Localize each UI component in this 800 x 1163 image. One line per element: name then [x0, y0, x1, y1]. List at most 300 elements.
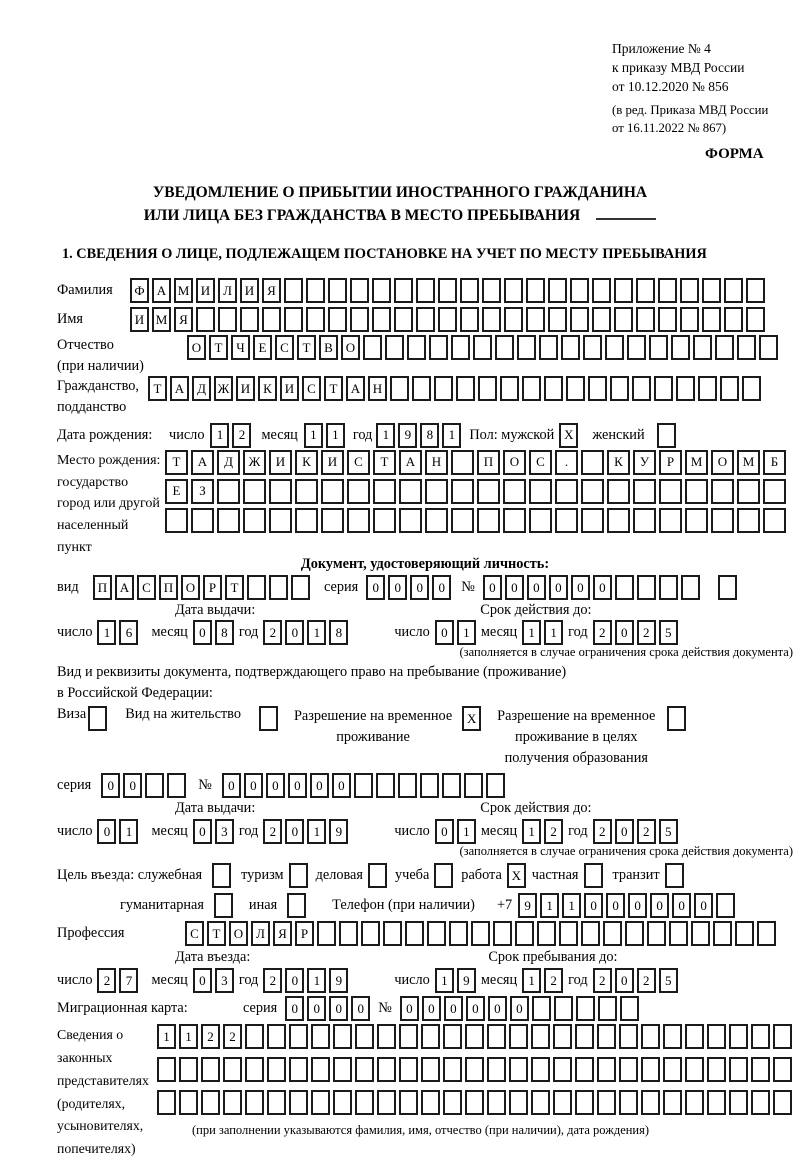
form-cell[interactable]: 2	[637, 968, 656, 993]
form-cell[interactable]	[145, 773, 164, 798]
form-cell[interactable]	[685, 1057, 704, 1082]
tourism-checkbox[interactable]	[289, 863, 308, 888]
form-cell[interactable]: 5	[659, 819, 678, 844]
form-cell[interactable]: Т	[373, 450, 396, 475]
form-cell[interactable]: 0	[244, 773, 263, 798]
form-cell[interactable]	[456, 376, 475, 401]
form-cell[interactable]: 0	[628, 893, 647, 918]
form-cell[interactable]	[377, 1057, 396, 1082]
form-cell[interactable]	[588, 376, 607, 401]
form-cell[interactable]	[407, 335, 426, 360]
form-cell[interactable]	[399, 479, 422, 504]
form-cell[interactable]: 2	[263, 819, 282, 844]
form-cell[interactable]	[607, 479, 630, 504]
form-cell[interactable]	[473, 335, 492, 360]
form-cell[interactable]	[531, 1057, 550, 1082]
form-cell[interactable]: 2	[263, 620, 282, 645]
form-cell[interactable]	[442, 773, 461, 798]
form-cell[interactable]	[746, 278, 765, 303]
form-cell[interactable]: 1	[304, 423, 323, 448]
form-cell[interactable]	[637, 575, 656, 600]
form-cell[interactable]	[735, 921, 754, 946]
form-cell[interactable]	[592, 307, 611, 332]
form-cell[interactable]: 0	[444, 996, 463, 1021]
form-cell[interactable]	[201, 1090, 220, 1115]
form-cell[interactable]: К	[607, 450, 630, 475]
form-cell[interactable]: 0	[527, 575, 546, 600]
form-cell[interactable]	[427, 921, 446, 946]
form-cell[interactable]: З	[191, 479, 214, 504]
form-cell[interactable]	[321, 508, 344, 533]
form-cell[interactable]	[581, 450, 604, 475]
form-cell[interactable]	[647, 921, 666, 946]
form-cell[interactable]	[245, 1090, 264, 1115]
form-cell[interactable]	[553, 1057, 572, 1082]
form-cell[interactable]	[659, 575, 678, 600]
form-cell[interactable]	[399, 1057, 418, 1082]
form-cell[interactable]: Е	[165, 479, 188, 504]
form-cell[interactable]: 0	[329, 996, 348, 1021]
form-cell[interactable]	[532, 996, 551, 1021]
humanitarian-checkbox[interactable]	[214, 893, 233, 918]
form-cell[interactable]	[658, 307, 677, 332]
form-cell[interactable]: 0	[435, 620, 454, 645]
form-cell[interactable]: О	[187, 335, 206, 360]
form-cell[interactable]: 0	[388, 575, 407, 600]
form-cell[interactable]	[339, 921, 358, 946]
form-cell[interactable]	[553, 1090, 572, 1115]
form-cell[interactable]	[737, 335, 756, 360]
form-cell[interactable]	[245, 1057, 264, 1082]
form-cell[interactable]	[615, 575, 634, 600]
form-cell[interactable]	[724, 278, 743, 303]
form-cell[interactable]	[482, 307, 501, 332]
form-cell[interactable]: О	[503, 450, 526, 475]
form-cell[interactable]: Л	[218, 278, 237, 303]
form-cell[interactable]: С	[302, 376, 321, 401]
form-cell[interactable]	[425, 479, 448, 504]
form-cell[interactable]	[373, 508, 396, 533]
form-cell[interactable]	[597, 1090, 616, 1115]
form-cell[interactable]: К	[295, 450, 318, 475]
form-cell[interactable]	[240, 307, 259, 332]
form-cell[interactable]	[394, 278, 413, 303]
form-cell[interactable]	[269, 575, 288, 600]
form-cell[interactable]	[372, 307, 391, 332]
form-cell[interactable]	[515, 921, 534, 946]
study-checkbox[interactable]	[434, 863, 453, 888]
form-cell[interactable]	[707, 1024, 726, 1049]
form-cell[interactable]	[610, 376, 629, 401]
form-cell[interactable]	[317, 921, 336, 946]
form-cell[interactable]: А	[115, 575, 134, 600]
form-cell[interactable]: И	[196, 278, 215, 303]
form-cell[interactable]: 1	[522, 968, 541, 993]
form-cell[interactable]: 0	[410, 575, 429, 600]
form-cell[interactable]	[581, 479, 604, 504]
form-cell[interactable]	[311, 1024, 330, 1049]
form-cell[interactable]	[465, 1057, 484, 1082]
form-cell[interactable]: Е	[253, 335, 272, 360]
form-cell[interactable]: 0	[351, 996, 370, 1021]
form-cell[interactable]	[509, 1090, 528, 1115]
form-cell[interactable]: 3	[215, 968, 234, 993]
form-cell[interactable]: 0	[650, 893, 669, 918]
form-cell[interactable]: 1	[442, 423, 461, 448]
form-cell[interactable]	[503, 479, 526, 504]
form-cell[interactable]: 2	[637, 819, 656, 844]
form-cell[interactable]: 0	[400, 996, 419, 1021]
form-cell[interactable]: 1	[562, 893, 581, 918]
form-cell[interactable]: 1	[457, 620, 476, 645]
form-cell[interactable]	[669, 921, 688, 946]
form-cell[interactable]	[504, 307, 523, 332]
form-cell[interactable]	[291, 575, 310, 600]
form-cell[interactable]: 1	[522, 620, 541, 645]
form-cell[interactable]	[529, 508, 552, 533]
form-cell[interactable]: 0	[193, 620, 212, 645]
form-cell[interactable]: 0	[505, 575, 524, 600]
form-cell[interactable]	[620, 996, 639, 1021]
form-cell[interactable]	[421, 1024, 440, 1049]
form-cell[interactable]: 5	[659, 968, 678, 993]
form-cell[interactable]: 2	[232, 423, 251, 448]
business-checkbox[interactable]	[368, 863, 387, 888]
form-cell[interactable]	[751, 1057, 770, 1082]
form-cell[interactable]	[377, 1090, 396, 1115]
form-cell[interactable]	[548, 307, 567, 332]
form-cell[interactable]: Ж	[214, 376, 233, 401]
form-cell[interactable]: О	[181, 575, 200, 600]
form-cell[interactable]	[729, 1024, 748, 1049]
temp-permit-checkbox[interactable]: X	[462, 706, 481, 731]
form-cell[interactable]	[416, 307, 435, 332]
form-cell[interactable]	[217, 479, 240, 504]
form-cell[interactable]: 1	[157, 1024, 176, 1049]
form-cell[interactable]	[649, 335, 668, 360]
form-cell[interactable]: 9	[329, 968, 348, 993]
form-cell[interactable]	[509, 1024, 528, 1049]
form-cell[interactable]: Н	[368, 376, 387, 401]
form-cell[interactable]	[555, 508, 578, 533]
form-cell[interactable]	[464, 773, 483, 798]
form-cell[interactable]	[333, 1090, 352, 1115]
form-cell[interactable]: 0	[435, 819, 454, 844]
form-cell[interactable]: 0	[285, 620, 304, 645]
form-cell[interactable]: 1	[457, 819, 476, 844]
form-cell[interactable]	[443, 1090, 462, 1115]
form-cell[interactable]	[390, 376, 409, 401]
form-cell[interactable]	[693, 335, 712, 360]
form-cell[interactable]	[641, 1024, 660, 1049]
other-checkbox[interactable]	[287, 893, 306, 918]
form-cell[interactable]: С	[347, 450, 370, 475]
form-cell[interactable]	[350, 278, 369, 303]
form-cell[interactable]	[477, 508, 500, 533]
form-cell[interactable]: 1	[307, 620, 326, 645]
form-cell[interactable]	[751, 1090, 770, 1115]
official-checkbox[interactable]	[212, 863, 231, 888]
form-cell[interactable]: 0	[432, 575, 451, 600]
form-cell[interactable]	[504, 278, 523, 303]
form-cell[interactable]	[443, 1024, 462, 1049]
form-cell[interactable]	[399, 1024, 418, 1049]
form-cell[interactable]	[680, 278, 699, 303]
form-cell[interactable]: И	[130, 307, 149, 332]
form-cell[interactable]	[619, 1057, 638, 1082]
form-cell[interactable]	[746, 307, 765, 332]
form-cell[interactable]: И	[321, 450, 344, 475]
form-cell[interactable]: 0	[285, 968, 304, 993]
form-cell[interactable]	[773, 1057, 792, 1082]
form-cell[interactable]	[196, 307, 215, 332]
form-cell[interactable]	[355, 1090, 374, 1115]
form-cell[interactable]	[495, 335, 514, 360]
form-cell[interactable]	[691, 921, 710, 946]
form-cell[interactable]	[583, 335, 602, 360]
form-cell[interactable]	[373, 479, 396, 504]
form-cell[interactable]	[438, 278, 457, 303]
form-cell[interactable]	[663, 1057, 682, 1082]
form-cell[interactable]	[425, 508, 448, 533]
form-cell[interactable]	[751, 1024, 770, 1049]
form-cell[interactable]	[553, 1024, 572, 1049]
form-cell[interactable]	[420, 773, 439, 798]
form-cell[interactable]	[289, 1024, 308, 1049]
form-cell[interactable]	[641, 1057, 660, 1082]
form-cell[interactable]	[685, 1090, 704, 1115]
form-cell[interactable]	[443, 1057, 462, 1082]
form-cell[interactable]	[636, 278, 655, 303]
form-cell[interactable]: 9	[329, 819, 348, 844]
form-cell[interactable]	[399, 508, 422, 533]
form-cell[interactable]	[449, 921, 468, 946]
form-cell[interactable]	[429, 335, 448, 360]
form-cell[interactable]: 0	[694, 893, 713, 918]
form-cell[interactable]: 0	[123, 773, 142, 798]
form-cell[interactable]: 2	[637, 620, 656, 645]
form-cell[interactable]	[509, 1057, 528, 1082]
form-cell[interactable]	[500, 376, 519, 401]
form-cell[interactable]	[405, 921, 424, 946]
form-cell[interactable]: Ж	[243, 450, 266, 475]
form-cell[interactable]	[311, 1090, 330, 1115]
form-cell[interactable]	[729, 1057, 748, 1082]
form-cell[interactable]	[707, 1057, 726, 1082]
form-cell[interactable]	[269, 479, 292, 504]
form-cell[interactable]: 0	[593, 575, 612, 600]
form-cell[interactable]: 7	[119, 968, 138, 993]
form-cell[interactable]: 0	[549, 575, 568, 600]
form-cell[interactable]: В	[319, 335, 338, 360]
form-cell[interactable]: 8	[215, 620, 234, 645]
form-cell[interactable]: И	[236, 376, 255, 401]
form-cell[interactable]	[487, 1057, 506, 1082]
form-cell[interactable]	[702, 278, 721, 303]
form-cell[interactable]	[191, 508, 214, 533]
form-cell[interactable]	[217, 508, 240, 533]
form-cell[interactable]	[289, 1090, 308, 1115]
form-cell[interactable]: 0	[615, 620, 634, 645]
form-cell[interactable]: А	[399, 450, 422, 475]
form-cell[interactable]	[399, 1090, 418, 1115]
sex-female-checkbox[interactable]	[657, 423, 676, 448]
form-cell[interactable]	[465, 1024, 484, 1049]
form-cell[interactable]: 1	[544, 620, 563, 645]
form-cell[interactable]	[267, 1090, 286, 1115]
form-cell[interactable]	[729, 1090, 748, 1115]
form-cell[interactable]: И	[240, 278, 259, 303]
form-cell[interactable]: Т	[165, 450, 188, 475]
form-cell[interactable]	[763, 479, 786, 504]
form-cell[interactable]	[559, 921, 578, 946]
form-cell[interactable]	[157, 1057, 176, 1082]
form-cell[interactable]	[554, 996, 573, 1021]
form-cell[interactable]: И	[280, 376, 299, 401]
form-cell[interactable]: 1	[119, 819, 138, 844]
form-cell[interactable]: 2	[223, 1024, 242, 1049]
form-cell[interactable]: 0	[615, 819, 634, 844]
form-cell[interactable]: 0	[101, 773, 120, 798]
form-cell[interactable]	[555, 479, 578, 504]
form-cell[interactable]	[354, 773, 373, 798]
form-cell[interactable]	[575, 1057, 594, 1082]
form-cell[interactable]	[487, 1090, 506, 1115]
form-cell[interactable]	[763, 508, 786, 533]
form-cell[interactable]: 0	[193, 968, 212, 993]
form-cell[interactable]: Д	[217, 450, 240, 475]
form-cell[interactable]	[561, 335, 580, 360]
form-cell[interactable]	[597, 1024, 616, 1049]
form-cell[interactable]	[361, 921, 380, 946]
residence-permit-checkbox[interactable]	[259, 706, 278, 731]
form-cell[interactable]	[385, 335, 404, 360]
form-cell[interactable]	[421, 1057, 440, 1082]
form-cell[interactable]	[614, 278, 633, 303]
form-cell[interactable]	[289, 1057, 308, 1082]
form-cell[interactable]	[680, 307, 699, 332]
form-cell[interactable]: Б	[763, 450, 786, 475]
form-cell[interactable]	[218, 307, 237, 332]
form-cell[interactable]: 3	[215, 819, 234, 844]
form-cell[interactable]	[531, 1024, 550, 1049]
form-cell[interactable]	[544, 376, 563, 401]
form-cell[interactable]: 0	[606, 893, 625, 918]
form-cell[interactable]: 0	[266, 773, 285, 798]
form-cell[interactable]	[247, 575, 266, 600]
form-cell[interactable]	[487, 1024, 506, 1049]
form-cell[interactable]: С	[529, 450, 552, 475]
form-cell[interactable]	[658, 278, 677, 303]
form-cell[interactable]: Т	[225, 575, 244, 600]
form-cell[interactable]	[720, 376, 739, 401]
form-cell[interactable]: Л	[251, 921, 270, 946]
form-cell[interactable]	[529, 479, 552, 504]
form-cell[interactable]: 2	[593, 968, 612, 993]
form-cell[interactable]	[633, 479, 656, 504]
form-cell[interactable]	[575, 1090, 594, 1115]
form-cell[interactable]	[659, 508, 682, 533]
form-cell[interactable]	[295, 508, 318, 533]
form-cell[interactable]	[262, 307, 281, 332]
form-cell[interactable]: Т	[297, 335, 316, 360]
form-cell[interactable]	[676, 376, 695, 401]
form-cell[interactable]	[394, 307, 413, 332]
form-cell[interactable]	[355, 1057, 374, 1082]
form-cell[interactable]	[295, 479, 318, 504]
form-cell[interactable]: 0	[310, 773, 329, 798]
form-cell[interactable]	[632, 376, 651, 401]
form-cell[interactable]	[619, 1024, 638, 1049]
form-cell[interactable]	[592, 278, 611, 303]
form-cell[interactable]: О	[229, 921, 248, 946]
form-cell[interactable]	[363, 335, 382, 360]
form-cell[interactable]	[398, 773, 417, 798]
form-cell[interactable]	[663, 1090, 682, 1115]
form-cell[interactable]: 1	[210, 423, 229, 448]
form-cell[interactable]	[539, 335, 558, 360]
form-cell[interactable]: П	[159, 575, 178, 600]
form-cell[interactable]: Т	[148, 376, 167, 401]
form-cell[interactable]	[614, 307, 633, 332]
form-cell[interactable]: 0	[285, 996, 304, 1021]
form-cell[interactable]	[707, 1090, 726, 1115]
form-cell[interactable]	[581, 921, 600, 946]
form-cell[interactable]: 8	[420, 423, 439, 448]
form-cell[interactable]: Я	[273, 921, 292, 946]
form-cell[interactable]: 0	[571, 575, 590, 600]
form-cell[interactable]: А	[346, 376, 365, 401]
form-cell[interactable]: 8	[329, 620, 348, 645]
form-cell[interactable]	[671, 335, 690, 360]
visa-checkbox[interactable]	[88, 706, 107, 731]
form-cell[interactable]	[165, 508, 188, 533]
form-cell[interactable]	[633, 508, 656, 533]
form-cell[interactable]	[654, 376, 673, 401]
form-cell[interactable]: О	[341, 335, 360, 360]
form-cell[interactable]: 1	[97, 620, 116, 645]
form-cell[interactable]	[347, 508, 370, 533]
form-cell[interactable]	[724, 307, 743, 332]
form-cell[interactable]: 0	[466, 996, 485, 1021]
form-cell[interactable]	[376, 773, 395, 798]
form-cell[interactable]	[451, 450, 474, 475]
form-cell[interactable]	[636, 307, 655, 332]
form-cell[interactable]	[685, 1024, 704, 1049]
form-cell[interactable]: 1	[540, 893, 559, 918]
form-cell[interactable]	[698, 376, 717, 401]
form-cell[interactable]	[421, 1090, 440, 1115]
form-cell[interactable]: 0	[222, 773, 241, 798]
form-cell[interactable]: Р	[295, 921, 314, 946]
form-cell[interactable]	[537, 921, 556, 946]
form-cell[interactable]: Т	[207, 921, 226, 946]
form-cell[interactable]	[355, 1024, 374, 1049]
form-cell[interactable]: У	[633, 450, 656, 475]
form-cell[interactable]: 0	[615, 968, 634, 993]
form-cell[interactable]: Р	[203, 575, 222, 600]
form-cell[interactable]: М	[174, 278, 193, 303]
form-cell[interactable]: Т	[209, 335, 228, 360]
form-cell[interactable]	[284, 278, 303, 303]
form-cell[interactable]: С	[137, 575, 156, 600]
form-cell[interactable]	[434, 376, 453, 401]
form-cell[interactable]	[716, 893, 735, 918]
form-cell[interactable]	[627, 335, 646, 360]
form-cell[interactable]: 9	[457, 968, 476, 993]
form-cell[interactable]: 2	[593, 620, 612, 645]
form-cell[interactable]	[438, 307, 457, 332]
